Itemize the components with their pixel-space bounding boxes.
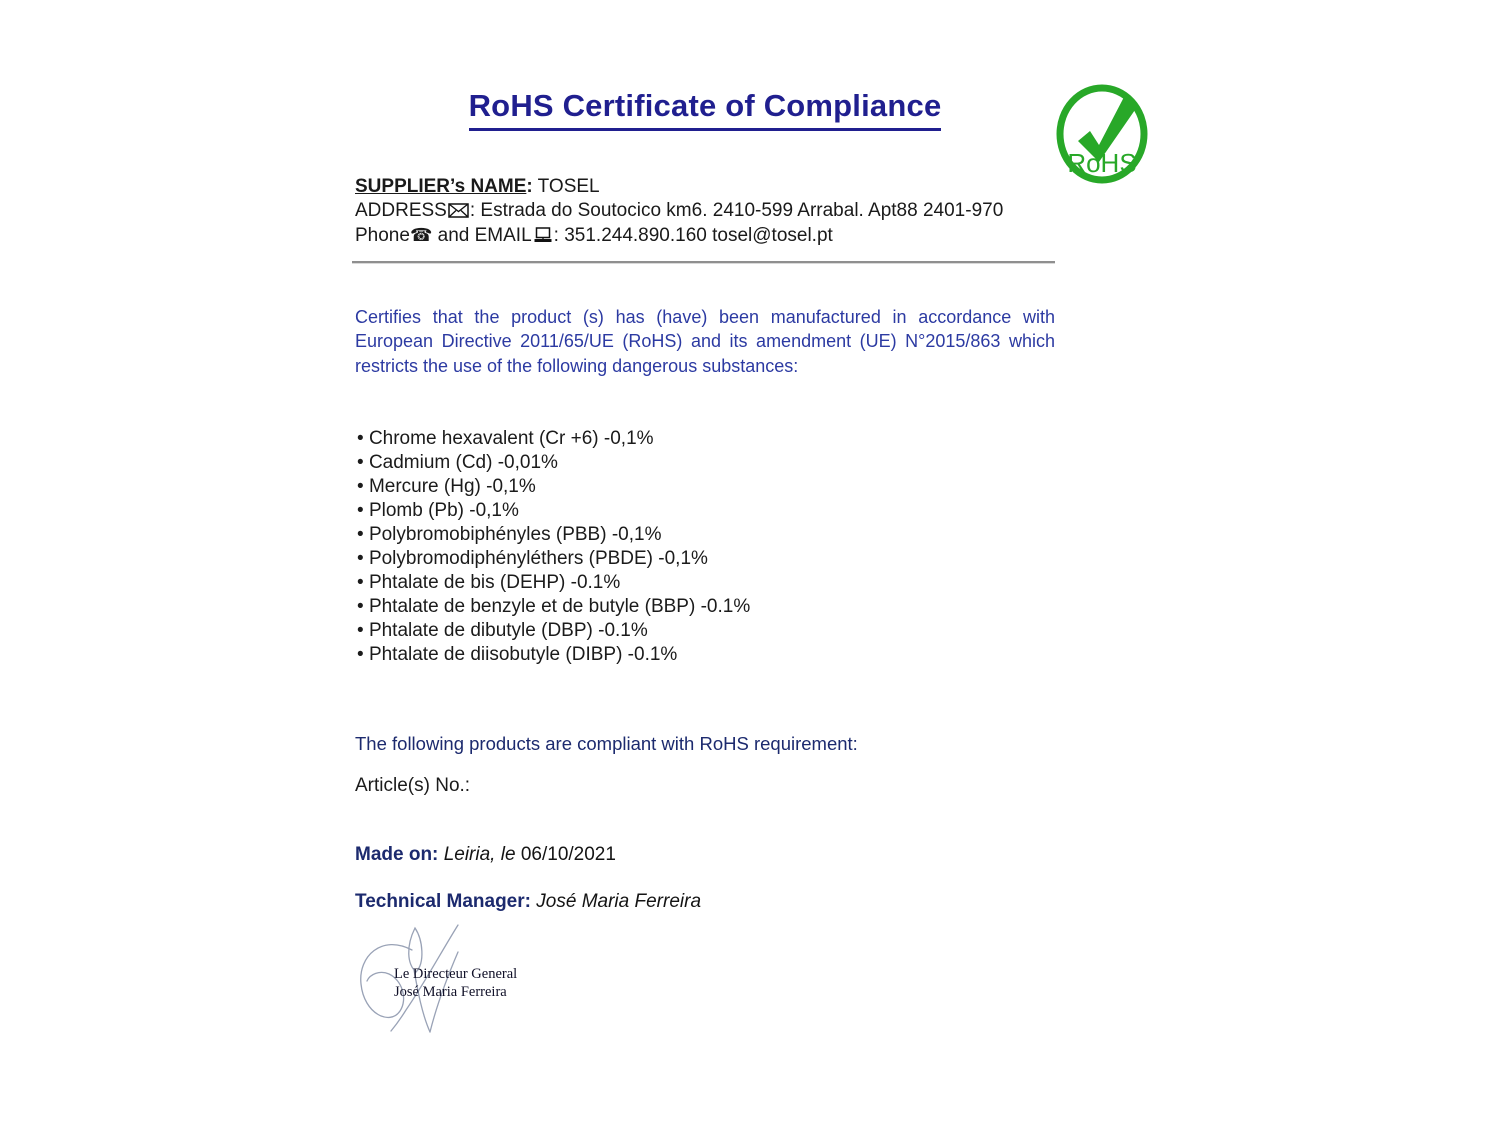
- signature-text: [394, 966, 517, 1001]
- made-on-line: [355, 844, 616, 866]
- address-label: ADDRESS: [355, 200, 447, 221]
- supplier-block: [355, 175, 1055, 248]
- rohs-badge-icon: [1054, 84, 1150, 184]
- phone-email-value: : 351.244.890.160 tosel@tosel.pt: [553, 225, 833, 246]
- supplier-name-line: [355, 175, 1055, 199]
- substance-item: • Phtalate de dibutyle (DBP) -0.1%: [357, 619, 1057, 643]
- substance-item: • Cadmium (Cd) -0,01%: [357, 451, 1057, 475]
- signature-title: Le Directeur General: [394, 966, 518, 982]
- supplier-name-colon: :: [526, 176, 533, 197]
- phone-label: Phone: [355, 225, 410, 246]
- envelope-icon: [448, 203, 469, 218]
- substance-item: • Mercure (Hg) -0,1%: [357, 475, 1057, 499]
- separator-rule: [352, 261, 1055, 264]
- substance-item: • Phtalate de benzyle et de butyle (BBP) -0.1%: [357, 595, 1057, 619]
- made-on-place: Leiria, le: [443, 844, 516, 865]
- address-value: : Estrada do Soutocico km6. 2410-599 Arrabal. Apt88 2401-970: [469, 200, 1004, 221]
- phone-email-line: [355, 223, 1055, 248]
- articles-label: Article(s) No.:: [355, 775, 471, 796]
- technical-manager-name: José Maria Ferreira: [536, 891, 702, 912]
- made-on-label: Made on:: [355, 844, 439, 865]
- phone-icon: ☎: [409, 225, 433, 245]
- compliance-statement: The following products are compliant with RoHS requirement:: [355, 733, 858, 754]
- substance-item: • Phtalate de bis (DEHP) -0.1%: [357, 571, 1057, 595]
- made-on-date: 06/10/2021: [520, 844, 616, 865]
- substances-list: [357, 427, 1057, 667]
- technical-manager-line: [355, 891, 701, 913]
- signature-name: José Maria Ferreira: [394, 983, 507, 1000]
- rohs-badge-label: RoHS: [1067, 148, 1137, 178]
- supplier-name-value: TOSEL: [537, 176, 600, 197]
- certification-statement: Certifies that the product (s) has (have) been manufactured in accordance with European Directive 2011/65/UE (RoHS) and its amendment (UE) N°2015/863 which restricts the use of the following dangerous substances:: [355, 307, 1055, 376]
- page-title: [355, 88, 1055, 131]
- substance-item: • Polybromodiphényléthers (PBDE) -0,1%: [357, 547, 1057, 571]
- signature-block: [352, 922, 562, 1054]
- address-line: [355, 199, 1055, 223]
- substance-item: • Polybromobiphényles (PBB) -0,1%: [357, 523, 1057, 547]
- email-label: and EMAIL: [432, 225, 532, 246]
- computer-icon: [533, 227, 553, 243]
- substance-item: • Chrome hexavalent (Cr +6) -0,1%: [357, 427, 1057, 451]
- supplier-name-label: SUPPLIER’s NAME: [355, 176, 527, 197]
- page-title-text: RoHS Certificate of Compliance: [469, 88, 942, 131]
- substance-item: • Plomb (Pb) -0,1%: [357, 499, 1057, 523]
- technical-manager-label: Technical Manager:: [355, 891, 531, 912]
- substance-item: • Phtalate de diisobutyle (DIBP) -0.1%: [357, 643, 1057, 667]
